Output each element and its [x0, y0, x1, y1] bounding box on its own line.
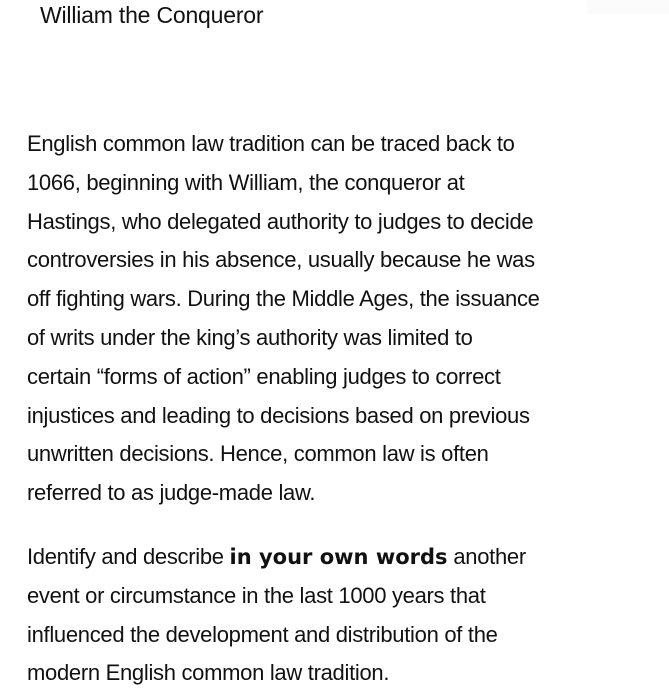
- passage-line: English common law tradition can be traced back to: [27, 131, 515, 156]
- passage-line: off fighting wars. During the Middle Ages, the issuance: [27, 286, 540, 312]
- question-line: event or circumstance in the last 1000 years that: [27, 582, 486, 608]
- question-line: [27, 538, 657, 577]
- passage-line: of writs under the king’s authority was limited to: [27, 324, 473, 350]
- passage-line: Hastings, who delegated authority to judges to decide: [27, 208, 534, 234]
- passage-line: injustices and leading to decisions based on previous: [27, 402, 530, 428]
- question-line: modern English common law tradition.: [27, 660, 390, 686]
- passage-line: 1066, beginning with William, the conqueror at: [27, 169, 465, 195]
- passage-line: controversies in his absence, usually because he was: [27, 247, 535, 273]
- passage-line: referred to as judge-made law.: [27, 480, 316, 506]
- question-text: another: [447, 544, 526, 569]
- passage-paragraph: [27, 125, 657, 513]
- question-paragraph: [27, 538, 657, 693]
- question-line: influenced the development and distribution of the: [27, 621, 498, 647]
- top-right-tab: [587, 0, 669, 14]
- emphasis-text: in your own words: [229, 545, 448, 569]
- passage-line: certain “forms of action” enabling judges to correct: [27, 363, 501, 389]
- passage-line: unwritten decisions. Hence, common law is often: [27, 441, 489, 467]
- question-text: Identify and describe: [27, 544, 230, 569]
- image-caption: William the Conqueror: [40, 2, 264, 28]
